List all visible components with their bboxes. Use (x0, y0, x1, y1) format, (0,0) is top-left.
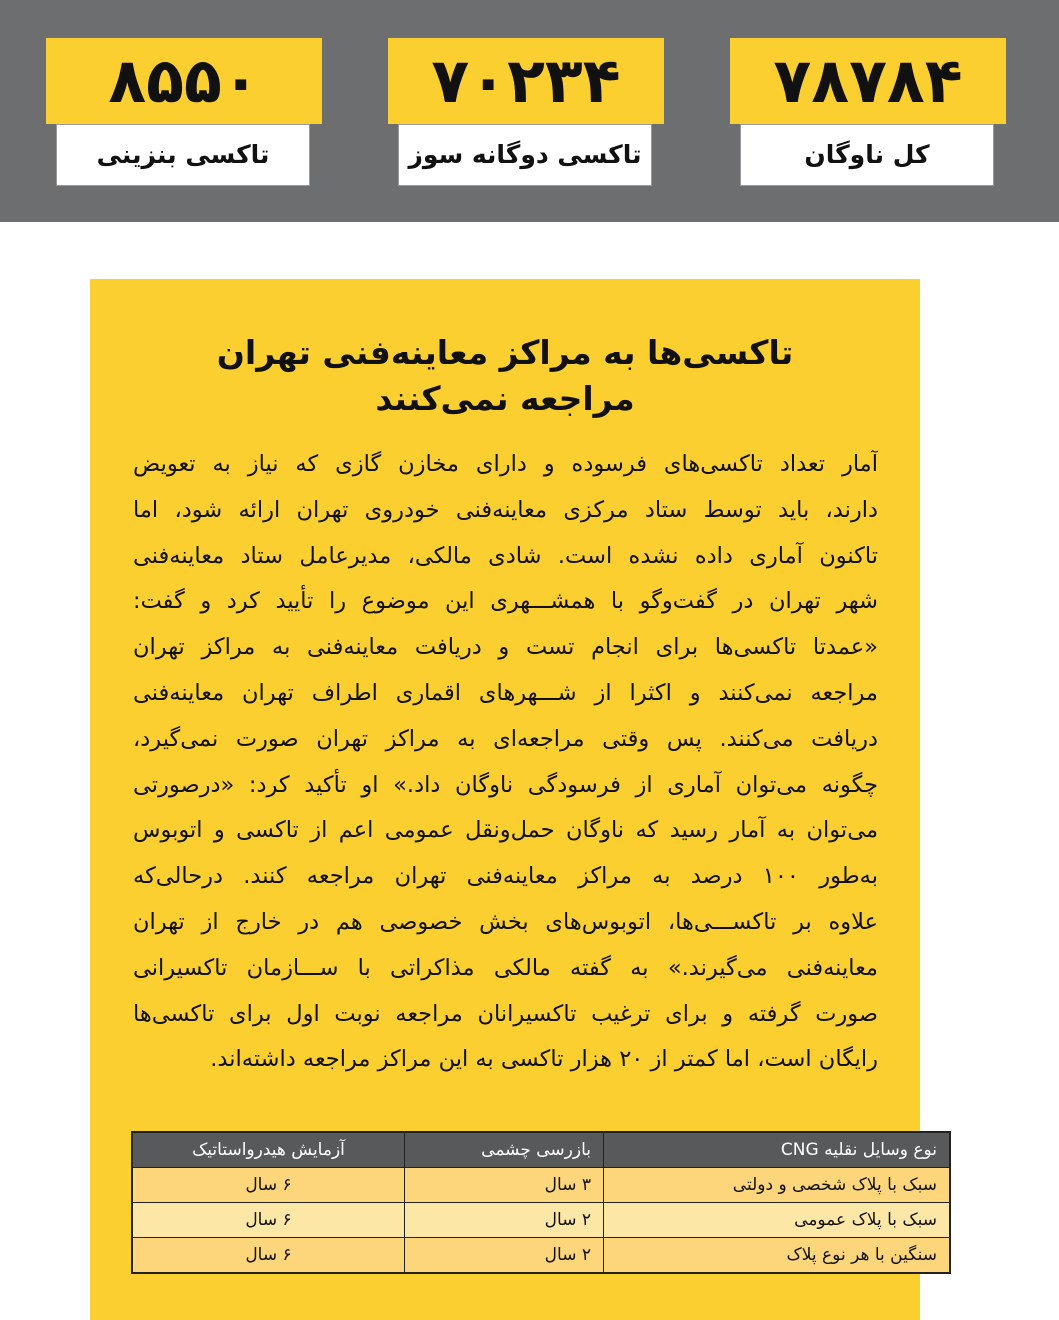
article-line: معاینه‌فنی می‌گیرند.» به گفته مالکی مذاکراتی با ســـازمان تاکسیرانی (133, 954, 878, 981)
cell-vehicle-type: سبک با پلاک شخصی و دولتی (604, 1168, 951, 1203)
header-visual-inspection: بازرسی چشمی (405, 1132, 604, 1168)
article-line: مراجعه نمی‌کنند و اکثرا از شـــهرهای اقماری اطراف تهران معاینه‌فنی (133, 679, 878, 706)
article-line: رایگان است، اما کمتر از ۲۰ هزار تاکسی به این مراکز مراجعه داشته‌اند. (210, 1046, 878, 1073)
cell-hydrostatic-test: ۶ سال (132, 1238, 405, 1274)
cng-inspection-table (131, 1131, 951, 1274)
article-line: شهر تهران در گفت‌وگو با همشـــهری این موضوع را تأیید کرد و گفت: (133, 588, 878, 615)
stat-total-fleet-number: ۷۸۷۸۴ (730, 38, 1006, 124)
stat-gasoline-taxi-number: ۸۵۵۰ (46, 38, 322, 124)
article-title (100, 330, 910, 422)
article-line: چگونه می‌توان آماری از فرسودگی ناوگان داد.» او تأکید کرد: «درصورتی (133, 771, 878, 798)
cell-visual-inspection: ۳ سال (405, 1168, 604, 1203)
article-line: دریافت می‌کنند. پس وقتی مراجعه‌ای به مراکز تهران صورت نمی‌گیرد، (133, 725, 878, 752)
article-line: تاکنون آماری داده نشده است. شادی مالکی، مدیرعامل ستاد معاینه‌فنی (133, 542, 878, 569)
table-row (132, 1168, 950, 1203)
article-line: به‌طور ۱۰۰ درصد به مراکز معاینه‌فنی تهران مراجعه کنند. درحالی‌که (133, 863, 878, 890)
header-vehicle-type: نوع وسایل نقلیه CNG (604, 1132, 951, 1168)
table-row (132, 1238, 950, 1274)
stat-gasoline-taxi (46, 38, 322, 186)
cell-hydrostatic-test: ۶ سال (132, 1203, 405, 1238)
table-header-row (132, 1132, 950, 1168)
article-line: آمار تعداد تاکسی‌های فرسوده و دارای مخازن گازی که نیاز به تعویض (133, 451, 878, 477)
article-line: علاوه بر تاکســـی‌ها، اتوبوس‌های بخش خصوصی هم در خارج از تهران (133, 908, 878, 935)
article-line: «عمدتا تاکسی‌ها برای انجام تست و دریافت معاینه‌فنی به مراکز تهران (133, 634, 878, 661)
stat-total-fleet (730, 38, 1006, 186)
stat-dual-fuel-taxi-number: ۷۰۲۳۴ (388, 38, 664, 124)
article-line: می‌توان به آمار رسید که ناوگان حمل‌ونقل عمومی اعم از تاکسی و اتوبوس (133, 817, 878, 844)
article-title-line-1: تاکسی‌ها به مراکز معاینه‌فنی تهران (216, 333, 794, 372)
article-body (133, 442, 878, 1083)
cell-visual-inspection: ۲ سال (405, 1238, 604, 1274)
cell-visual-inspection: ۲ سال (405, 1203, 604, 1238)
cell-vehicle-type: سبک با پلاک عمومی (604, 1203, 951, 1238)
stat-gasoline-taxi-label: تاکسی بنزینی (56, 124, 310, 186)
table-row (132, 1203, 950, 1238)
cell-hydrostatic-test: ۶ سال (132, 1168, 405, 1203)
article-line: صورت گرفته و برای ترغیب تاکسیرانان مراجعه نوبت اول برای تاکسی‌ها (133, 1000, 878, 1027)
cell-vehicle-type: سنگین با هر نوع پلاک (604, 1238, 951, 1274)
header-hydrostatic-test: آزمایش هیدرواستاتیک (132, 1132, 405, 1168)
article-line: دارند، باید توسط ستاد مرکزی معاینه‌فنی خودروی تهران ارائه شود، اما (133, 496, 878, 523)
article-title-line-2: مراجعه نمی‌کنند (375, 379, 635, 418)
stat-total-fleet-label: کل ناوگان (740, 124, 994, 186)
stat-dual-fuel-taxi-label: تاکسی دوگانه سوز (398, 124, 652, 186)
stat-dual-fuel-taxi (388, 38, 664, 186)
